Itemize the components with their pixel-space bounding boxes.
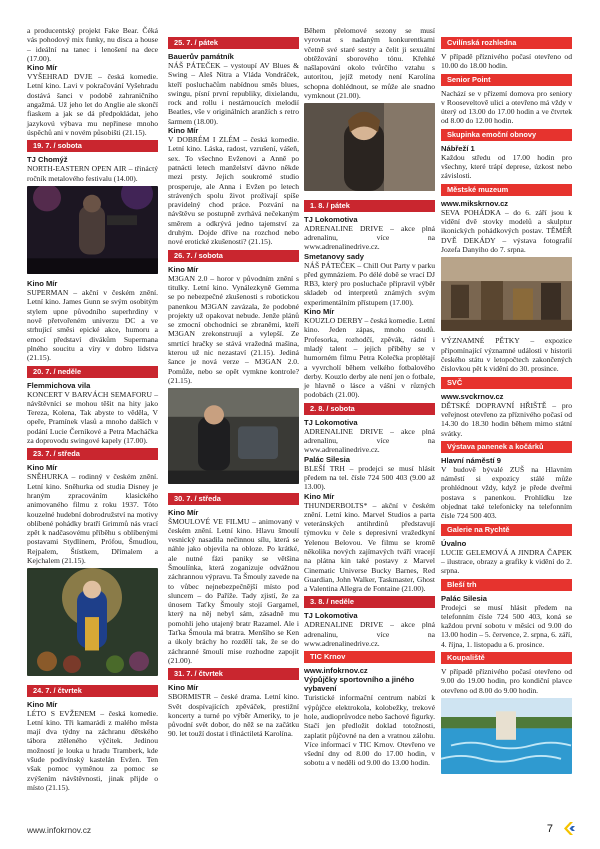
- subsection-title: Výpůjčky sportovního a jiného vybavení: [304, 675, 415, 694]
- section-header: Městské muzeum: [441, 184, 572, 196]
- date-header: 26. 7. / sobota: [168, 250, 299, 262]
- venue-name: Kino Mír: [168, 507, 199, 517]
- section-header: Skupinka emoční obnovy: [441, 129, 572, 141]
- concert-photo: [27, 186, 158, 274]
- venue-name: Bauerův památník: [168, 52, 234, 61]
- event-text: ŠMOULOVÉ VE FILMU – animovaný v českém znění. Letní kino. Hlavu šmoulí vesnický nasadila nečinnou sílu, která se náhle jako objevila na obloze. Po krátké, ale nutné fázi paniky se většina Šmoulínka, která zoganizuje odvážnou záchrannou výpravu. Ta Šmouly zavede na to vůbec nejnebezpečnější místo pod sluncem – do Paříže. Tady zjistí, že za únosem Taťky Šmouly stojí Gargamel, který na něj nebyl sám, zásadně mu pomohli jeho utajený bratr Razamel. Ale i Taťka Šmoula má bratra. Menšího se Ken a úkoly bráchy ho rozdělí tak, že se do záchranné šmoulí mise rozhodne zapojit (21.00).: [168, 516, 299, 665]
- event-text: ADRENALINE DRIVE – akce plná adrenalinu, více na www.adrenalinedrive.cz.: [304, 223, 435, 252]
- event-text: Během přelomové sezony se musí vyrovnat s nadaným konkurentkami včetně své staré sestry a čelit ji sexuální obtěžování sborového tónu. Křehké našlapování okolo tvůrčího vztahu s autoritou, jejíž metody není Karolína schopna dohlédnout, se může ale snadno vymknout (21.00).: [304, 26, 435, 101]
- venue-name: Kino Mír: [168, 264, 199, 274]
- section-header: SVČ: [441, 377, 572, 389]
- info-text: VÝZNAMNÉ PĚTKY – expozice připomínající významné události v historii českého státu v letopočtech zakončených číslovkou pět k vidění do 30. prosince.: [441, 336, 572, 374]
- event-text: KOUZLO DERBY – česká komedie. Letní kino. Jeden zápas, mnoho osudů. Profesorka, rozhodčí, zpěvák, rádní i mladý talent – jejich příběhy se v humorném filmu Petra Kolečka proplétají a vyvrcholí během velkého fotbalového derby. Kouzlo derby ale není jen o fotbale, je hlavně o lásce a vášni v různých podobách (21.00).: [304, 316, 435, 400]
- venue-name: TJ Lokomotiva: [304, 214, 358, 224]
- date-header: 19. 7. / sobota: [27, 140, 158, 152]
- event-text: NÁŠ PÁTEČEK – vystoupí AV Blues & Swing – Aleš Nitra a Vláda Vondráček, kteří posluchačům nabídnou směs blues, swingu, písní první republiky, dixielandu, rock and rollu i nestárnoucích melodií Beatles, vše v originálních aranžích s retro šarmem (18.00).: [168, 61, 299, 126]
- event-text: ADRENALINE DRIVE – akce plná adrenalinu, více na www.adrenalinedrive.cz.: [304, 620, 435, 649]
- sbormistr-movie-photo: [304, 103, 435, 191]
- venue-name: Palác Silesia: [304, 454, 351, 464]
- footer-url[interactable]: www.infokrnov.cz: [27, 825, 92, 835]
- section-header: Cvilínská rozhledna: [441, 37, 572, 49]
- venue-name: Nábřeží 1: [441, 143, 475, 153]
- venue-name: TJ Lokomotiva: [304, 611, 358, 621]
- info-text: Prodejci se musí hlásit předem na telefonním čísle 724 500 403, koná se každou první sobotu v měsíci od 9.00 do 13.00 hodin – 5. července, 2. srpna, 6. září, 4. října, 1. listopadu a 6. prosince.: [441, 602, 572, 649]
- date-header: 2. 8. / sobota: [304, 403, 435, 415]
- date-header: 30. 7. / středa: [168, 493, 299, 505]
- event-text: SBORMISTR – české drama. Letní kino. Svět dospívajících zpěváček, prestižní koncerty a turné po výběr Ameriky, to je původní svět dobor, do něž se na začátku 90. let touží dostat i třináctiletá Karolína.: [168, 692, 299, 739]
- venue-name: Palác Silesia: [441, 593, 488, 603]
- venue-name: Kino Mír: [27, 279, 58, 289]
- venue-name: Kino Mír: [304, 307, 335, 317]
- event-text: BLEŠÍ TRH – prodejci se musí hlásit předem na tel. čísle 724 500 403 (9.00 až 13.00).: [304, 463, 435, 492]
- event-text: ADRENALINE DRIVE – akce plná adrenalinu, více na www.adrenalinedrive.cz.: [304, 426, 435, 455]
- venue-name: Kino Mír: [27, 463, 58, 473]
- info-text: DĚTSKÉ DOPRAVNÍ HŘIŠTĚ – pro veřejnost otevřeno za příznivého počasí od 14.30 do 18.30 hodin během mimo státní svátky.: [441, 400, 572, 438]
- date-header: 25. 7. / pátek: [168, 37, 299, 49]
- info-text: LUCIE GELEMOVÁ A JINDRA ČAPEK – ilustrace, obrazy a grafiky k vidění do 2. srpna.: [441, 547, 572, 576]
- event-text: M3GAN 2.0 – horor v původním znění s titulky. Letní kino. Vynálezkyně Gemma se po nebezpečné zkušenosti s robotickou panenkou M3GAN zavázala, že podobné projekty už opakovat nebude. Jenže plánů se zmocní obchodníci se zbraněmi, kteří M3GAN zrekonstruují a vylepší. Ze smrtící hračky se stává vražedná mašina, kterou už nic nezastaví (21.15). Jediná šance je nová verze – M3GAN 2.0. Pomůže, nebo se opět vymkne kontrole? (21.15).: [168, 273, 299, 385]
- venue-name: Úvalno: [441, 538, 467, 548]
- event-text: V DOBRÉM I ZLÉM – česká komedie. Letní kino. Láska, radost, vzrušení, vášeň, sex. To všechno Evženovi a Anně po patnácti letech manželství dávno někde mezi prsty. Jejich soukromé studio prosperuje, ale Anna i Evžen po letech strávených spolu život prožívají spíše pravidelný chod práce. Pozvání na návštěvu se postupně zvrhává nečekaným směrem a odkrývá jedno tajemství za druhým. Dojde dříve na rozchod nebo nové erotické zkušenosti? (21.15).: [168, 135, 299, 247]
- section-header: Výstava panenek a kočárků: [441, 441, 572, 453]
- venue-name: TJ Chomýž: [27, 155, 68, 165]
- website-link[interactable]: www.infokrnov.cz: [304, 666, 368, 676]
- date-header: 24. 7. / čtvrtek: [27, 685, 158, 697]
- event-text: THUNDERBOLTS* – akční v českém znění. Letní kino. Marvel Studios a parta veteránských antihrdinů představují týmovku v čele s depresivní vražedkyní Yelenou Belovou. Ve filmu se kromě několika nových zajímavých tváří vracejí na plátna kin také postavy z Marvel Cinematic Universe Bucky Barnes, Red Guardian, John Walker, Taskmaster, Ghost a Valentina Allegra de Fontaine (21.00).: [304, 500, 435, 594]
- column-2: [168, 26, 299, 739]
- venue-name: Flemmichova vila: [27, 380, 91, 390]
- venue-name: Kino Mír: [168, 126, 199, 136]
- event-text: SNĚHURKA – rodinný v českém znění. Letní kino. Sněhurka od studia Disney je hraným zpracováním klasického animovaného filmu z roku 1937. Tóto kouzelné hudební dobrodružství na motivy oblíbené pohádky bratří Grimmů nás vrací zpět k nadčasovému příběhu s oblíbenými postavami Stydlínem, Prófou, Šmudlou, Rejpalem, Štístkem, Dřímalem a Kejchalem (21.15).: [27, 472, 158, 565]
- page: [27, 26, 575, 816]
- website-link[interactable]: www.mikskrnov.cz: [441, 198, 509, 208]
- info-text: SEVA POHÁDKA – do 6. září jsou k vidění dvě stovky modelů a skulptur ikonických pohádkových postav. TĚMÉŘ DVĚ DEKÁDY – výstava fotografií Jozefa Danyiho do 7. srpna.: [441, 207, 572, 254]
- section-header: Galerie na Rychtě: [441, 524, 572, 536]
- venue-name: Kino Mír: [27, 699, 58, 709]
- venue-name: Kino Mír: [168, 683, 199, 693]
- info-text: Nachází se v přízemí domova pro seniory v Rooseveltově ulici a otevřeno má vždy v úterý od 13.00 do 17.00 hodin a ve čtvrtek od 8.00 do 12.00 hodin.: [441, 88, 572, 126]
- section-header: Koupaliště: [441, 652, 572, 664]
- event-text: LÉTO S EVŽENEM – česká komedie. Letní kino. Tři kamarádi z malého města mají dva týdny na záchranu dětského tábora ztěleného výčitek. Jedinou možností je louka u hradu Tramberk, kde všude podivínský kastelán Evžen. Ten však pomoc vyměnou za pomoc se zvýšením návštěvnosti, jinak přijde o místo (21.15).: [27, 708, 158, 792]
- event-text: a producentský projekt Fake Bear. Čéká vás pohodový mix funky, nu disca a house – ideální na tanec i lenošení na dece (17.00).: [27, 26, 158, 63]
- krnov-logo-icon: [563, 822, 575, 835]
- info-text: Turistické informační centrum nabízí k výpůjčce elektrokola, kolobežky, trekové hole, audioprůvodce nebo šachové figurky. Stačí jen předložit doklad totožnosti, zaplatit půjčovné na den a vratnou zálohu. Více informací v TIC Krnov. Otevřeno ve všední dny od 8.00 do 17.00 hodin, v sobotu a v neděli od 9.00 do 13.00 hodin.: [304, 693, 435, 768]
- info-text: V případě příznivého počasí otevřeno od 9.00 do 19.00 hodin, pro kondiční plavce otevřeno od 8.00 do 9.00 hodin.: [441, 666, 572, 695]
- event-text: SUPERMAN – akční v českém znění. Letní kino. James Gunn se svým osobitým stylem upne původního superhrdiny v nově přetvořeném univerzu DC a ve strhující směsi epické akce, humoru a emocí představí divákům Supermana plného soucitu a víry v dobro lidstva (21.15).: [27, 288, 158, 363]
- venue-name: Smetanovy sady: [304, 251, 364, 261]
- event-text: VYŠEHRAD DVJE – česká komedie. Letní kino. Lavi v pokračování Vyšehradu dostává šanci v podobě zahraničního angažmá. Už jeho let do Anglie ale skončí fiaskem a jak se dá předpokládat, jeho jazykovú výbava mu nepřinese mnoho úspěchů ani v novém působišti (21.15).: [27, 72, 158, 137]
- venue-name: TJ Lokomotiva: [304, 417, 358, 427]
- event-text: KONCERT V BARVÁCH SEMAFORU – návštěvníci se mohou těšit na hity jako Tereza, Kolena, Tak abyste to věděla, V opeře, Pramínek vlasů a mnoho dalších v podání Lucie Černíkové a Petra Macháčka za doprovodu swingové kapely (17.00).: [27, 389, 158, 446]
- event-text: NÁŠ PÁTEČEK – Chill Out Party v parku před gymnáziem. Po délé době se vrací DJ RB3, který pro posluchače připravil výběr skladeb od interpretů známých svým experimentálním přístupem (17.00).: [304, 260, 435, 307]
- snow-white-movie-photo: [27, 568, 158, 676]
- section-header: TIC Krnov: [304, 651, 435, 663]
- venue-name: Kino Mír: [304, 491, 335, 501]
- date-header: 31. 7. / čtvrtek: [168, 668, 299, 680]
- event-text: NORTH-EASTERN OPEN AIR – třináctý ročník metalového festivalu (14.00).: [27, 164, 158, 183]
- info-text: Každou středu od 17.00 hodin pro všechny, které trápí deprese, úzkost nebo závislosti.: [441, 152, 572, 181]
- date-header: 3. 8. / neděle: [304, 596, 435, 608]
- column-1: [27, 26, 158, 792]
- date-header: 1. 8. / pátek: [304, 200, 435, 212]
- page-number: 7: [546, 823, 553, 835]
- swimming-pool-photo: [441, 698, 572, 774]
- venue-name: Hlavní náměstí 9: [441, 455, 501, 465]
- date-header: 20. 7. / neděle: [27, 366, 158, 378]
- section-header: Senior Point: [441, 74, 572, 86]
- website-link[interactable]: www.svckrnov.cz: [441, 391, 504, 401]
- section-header: Bleší trh: [441, 579, 572, 591]
- info-text: V případě příznivého počasí otevřeno od 10.00 do 18.00 hodin.: [441, 52, 572, 71]
- m3gan-movie-photo: [168, 388, 299, 484]
- info-text: V budově bývalé ZUŠ na Hlavním náměstí si expozicy stálé může prohlédnout vždy, když je přede dveřmi postava s panenkou. Prohlídku lze objednat také telefonicky na telefonním čísle 724 500 403.: [441, 464, 572, 521]
- column-4: [441, 26, 572, 779]
- venue-name: Kino Mír: [27, 63, 58, 73]
- page-footer: [27, 822, 575, 836]
- date-header: 23. 7. / středa: [27, 448, 158, 460]
- museum-models-photo: [441, 257, 572, 331]
- column-3: [304, 26, 435, 768]
